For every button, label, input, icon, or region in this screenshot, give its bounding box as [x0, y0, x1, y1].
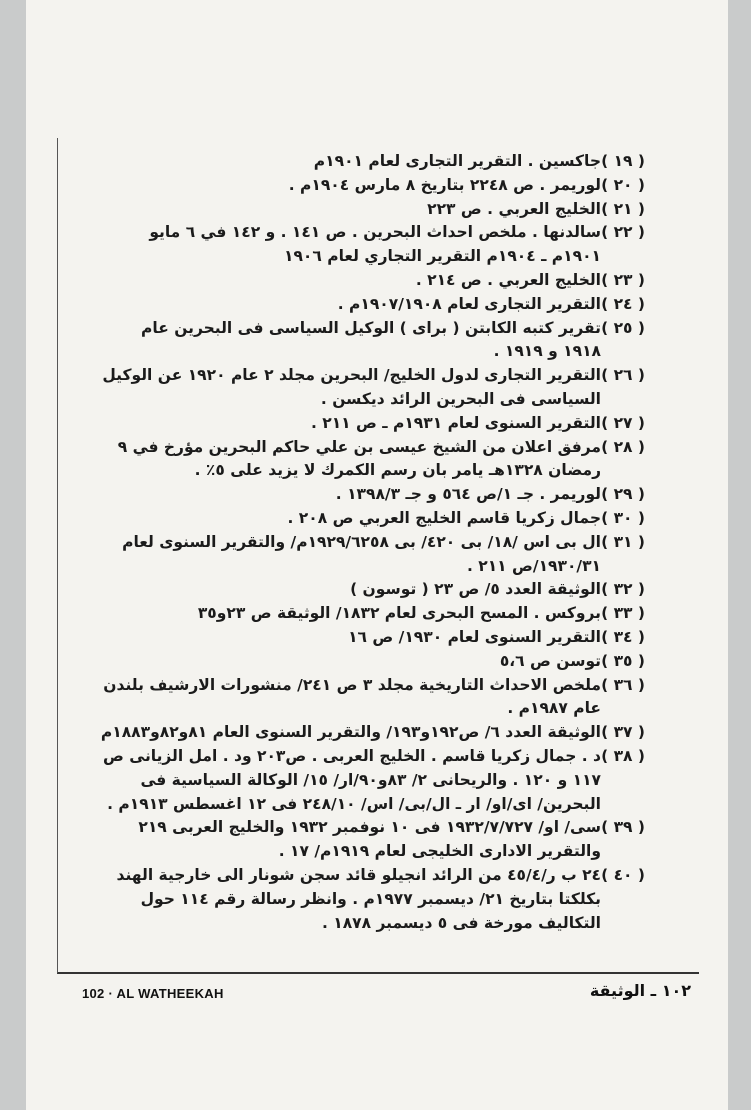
footnote-text: لوريمر . ص ٢٢٤٨ بتاريخ ٨ مارس ١٩٠٤م . [288, 175, 601, 194]
footnote-number: ( ٣٦ ) [601, 675, 645, 694]
footnote-text: بروكس . المسح البحرى لعام ١٨٣٢/ الوثيقة ص ٢٣و٣٥ [197, 604, 601, 623]
footnote-28 [100, 436, 645, 484]
footnote-text: ملخص الاحداث التاريخية مجلد ٣ ص ٢٤١/ منشورات الارشيف بلندن عام ١٩٨٧م . [103, 675, 601, 718]
footnotes-list [100, 150, 645, 935]
footnote-text: توسن ص ٥،٦ [499, 651, 601, 670]
footnote-text: ٢٤ ب ر/٤٥/٤ من الرائد انجيلو قائد سجن شونار الى خارجية الهند بكلكتا بتاريخ ٢١/ ديسمبر ١٩٧٧م . وانظر رسالة رقم ١١٤ حول التكاليف مورخة فى ٥ ديسمبر ١٨٧٨ . [116, 865, 601, 932]
footnote-number: ( ٢٩ ) [601, 485, 645, 504]
footnote-number: ( ٢٣ ) [601, 270, 645, 289]
footnote-text: التقرير السنوى لعام ١٩٣٠/ ص ١٦ [348, 627, 601, 646]
footnote-37 [100, 721, 645, 745]
footnote-number: ( ١٩ ) [601, 152, 645, 170]
footnote-25 [100, 317, 645, 365]
footnote-number: ( ٢١ ) [601, 199, 645, 218]
footnote-number: ( ٣٢ ) [601, 580, 645, 599]
footnote-text: التقرير التجارى لدول الخليج/ البحرين مجلد ٢ عام ١٩٢٠ عن الوكيل السياسى فى البحرين الرائد ديكسن . [102, 366, 601, 408]
footnote-number: ( ٢٠ ) [601, 175, 645, 194]
footnote-38 [100, 745, 645, 816]
footnote-40 [100, 864, 645, 935]
footnote-text: سى/ او/ ١٩٣٢/٧/٧٢٧ فى ١٠ نوفمبر ١٩٣٢ والخليج العربى ٢١٩ والتقرير الادارى الخليجى لعام ١٩١٩م/ ١٧ . [138, 818, 601, 861]
footnote-text: التقرير التجارى لعام ١٩٠٧/١٩٠٨م . [337, 294, 601, 313]
footnote-27 [100, 412, 645, 436]
footnote-33 [100, 602, 645, 626]
footnote-39 [100, 816, 645, 864]
footnote-text: تقرير كتبه الكابتن ( براى ) الوكيل السياسى فى البحرين عام ١٩١٨ و ١٩١٩ . [141, 318, 601, 361]
footnote-number: ( ٢٤ ) [601, 294, 645, 313]
footnote-text: الخليج العربي . ص ٢١٤ . [415, 270, 601, 289]
footnote-number: ( ٤٠ ) [601, 865, 645, 884]
footer-page-number-arabic: ١٠٢ ـ الوثيقة [589, 981, 691, 1000]
footnote-number: ( ٣٣ ) [601, 604, 645, 623]
footnote-number: ( ٣٠ ) [601, 508, 645, 527]
footnote-text: الوثيقة العدد ٦/ ص١٩٢و١٩٣/ والتقرير السنوى العام ٨١و٨٢و١٨٨٣م [100, 723, 601, 742]
footnote-number: ( ٣١ ) [601, 532, 645, 551]
footnote-text: لوريمر . جـ ١/ص ٥٦٤ و جـ ١٣٩٨/٣ . [335, 485, 601, 504]
footnote-21 [100, 198, 645, 222]
footnote-number: ( ٢٦ ) [601, 366, 645, 385]
footnote-35 [100, 650, 645, 674]
footnote-text: ال بى اس /١٨/ بى ٤٢٠/ بى ١٩٢٩/٦٢٥٨م/ والتقرير السنوى لعام ١٩٣٠/٣١/ص ٢١١ . [122, 532, 601, 575]
footnote-text: جاكسين . التقرير التجارى لعام ١٩٠١م [313, 152, 601, 170]
footnote-number: ( ٢٨ ) [601, 437, 645, 456]
footnote-text: جمال زكريا قاسم الخليج العربي ص ٢٠٨ . [287, 508, 601, 527]
footnote-text: د . جمال زكريا قاسم . الخليج العربى . ص٢٠٣ ود . امل الزيانى ص ١١٧ و ١٢٠ . والريحانى ٢/ ٨٣و٩٠/ار/ ١٥/ الوكالة السياسية فى البحرين/ اى/او/ ار ـ ال/بى/ اس/ ٢٤٨/١٠ فى ١٢ اغسطس ١٩١٣م . [103, 746, 601, 813]
footnote-24 [100, 293, 645, 317]
footnote-text: الوثيقة العدد ٥/ ص ٢٣ ( توسون ) [350, 580, 601, 599]
footnote-number: ( ٣٩ ) [601, 818, 645, 837]
footnote-number: ( ٣٨ ) [601, 746, 645, 765]
footnote-29 [100, 483, 645, 507]
footnote-number: ( ٣٤ ) [601, 627, 645, 646]
footnote-text: مرفق اعلان من الشيخ عيسى بن علي حاكم البحرين مؤرخ في ٩ رمضان ١٣٢٨هـ يامر بان رسم الكمرك لا يزيد على ٥٪ . [117, 437, 601, 480]
footnote-text: سالدنها . ملخص احداث البحرين . ص ١٤١ . و ١٤٢ في ٦ مايو ١٩٠١م ـ ١٩٠٤م التقرير التجاري لعام ١٩٠٦ [149, 223, 601, 266]
footnote-32 [100, 578, 645, 602]
footnote-20 [100, 174, 645, 198]
footnote-19 [100, 150, 645, 174]
footnote-number: ( ٢٥ ) [601, 318, 645, 337]
footnote-23 [100, 269, 645, 293]
footnote-number: ( ٢٢ ) [601, 223, 645, 242]
footnote-22 [100, 221, 645, 269]
footnote-30 [100, 507, 645, 531]
footnote-number: ( ٣٥ ) [601, 651, 645, 670]
footnote-31 [100, 531, 645, 579]
footnote-26 [100, 364, 645, 412]
footnote-text: الخليج العربي . ص ٢٢٣ [427, 199, 601, 218]
footnote-text: التقرير السنوى لعام ١٩٣١م ـ ص ٢١١ . [310, 413, 601, 432]
footnote-34 [100, 626, 645, 650]
footnote-number: ( ٢٧ ) [601, 413, 645, 432]
footnote-number: ( ٣٧ ) [601, 723, 645, 742]
footnote-36 [100, 674, 645, 722]
footer-page-number-latin: 102 · AL WATHEEKAH [82, 986, 224, 1001]
